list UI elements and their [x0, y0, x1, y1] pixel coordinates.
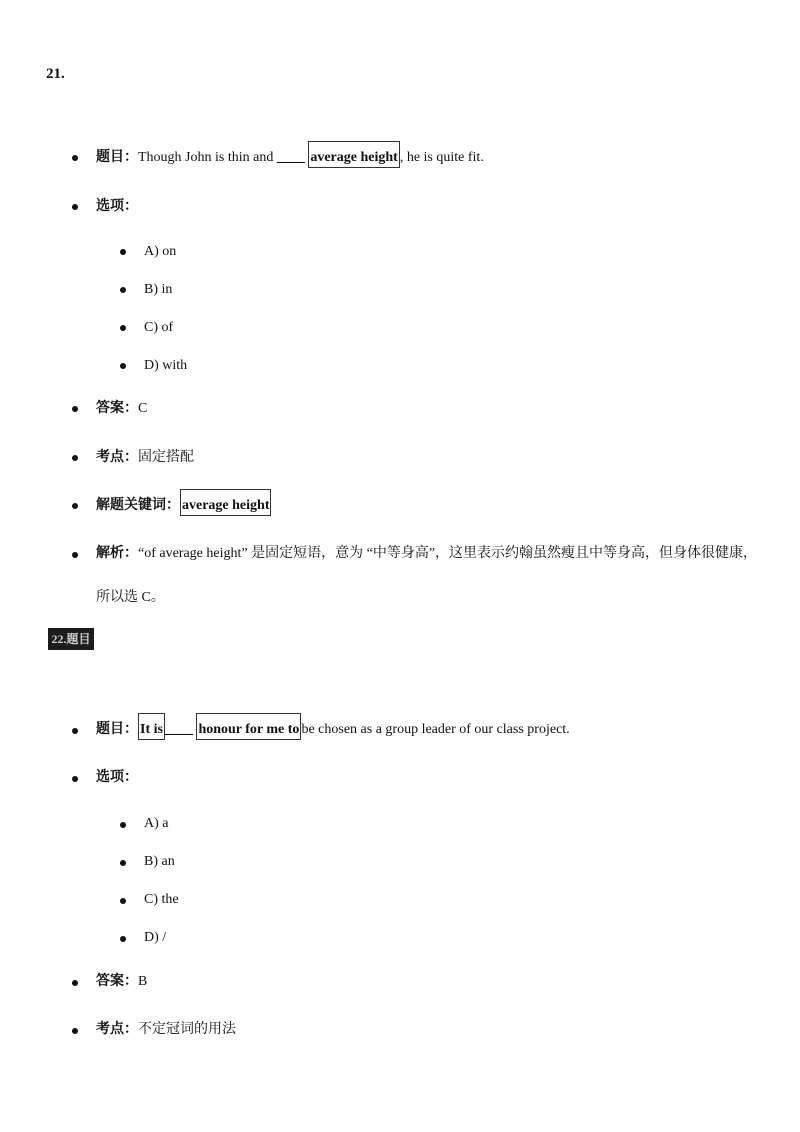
question-number: 21. — [46, 66, 65, 82]
stem-blank: ____ — [276, 150, 305, 165]
stem-blank: ____ — [164, 722, 193, 737]
answer-value: C — [138, 401, 148, 416]
options-heading: 选项： — [96, 770, 138, 785]
explanation-line-2: 所以选 C。 — [96, 590, 165, 605]
stem-text-post: , he is quite fit. — [399, 150, 484, 165]
option-c: C) the — [144, 892, 179, 907]
stem-label: 题目 — [96, 150, 124, 165]
test-point-value: 不定冠词的用法 — [138, 1022, 236, 1037]
bullet — [120, 325, 126, 331]
bullet — [72, 728, 78, 734]
question-22-header: 22.題目 — [48, 628, 94, 650]
answer-value: B — [138, 974, 148, 989]
explanation-text: “of average height” 是固定短语，意为 “中等身高”，这里表示约翰虽然瘦且中等身高，但身体很健康， — [138, 546, 758, 561]
option-b: B) in — [144, 282, 173, 297]
bullet — [120, 249, 126, 255]
question-stem: 题目：Though John is thin and ____ average height , he is quite fit. — [96, 149, 484, 167]
stem-highlight-box: average height — [308, 141, 399, 168]
option-c: C) of — [144, 320, 174, 335]
bullet — [72, 406, 78, 412]
bullet — [72, 776, 78, 782]
keyword-line: 解题关键词： average height — [96, 497, 271, 515]
bullet — [120, 936, 126, 942]
answer-line: 答案：C — [96, 401, 148, 416]
stem-highlight-box: It is — [138, 713, 165, 740]
stem-text-pre: Though John is thin and — [138, 150, 277, 165]
bullet — [72, 503, 78, 509]
bullet — [72, 455, 78, 461]
test-point-line: 考点：固定搭配 — [96, 450, 194, 465]
bullet — [72, 155, 78, 161]
test-point-value: 固定搭配 — [138, 450, 194, 465]
option-a: A) on — [144, 244, 177, 259]
stem-highlight-box: honour for me to — [196, 713, 301, 740]
option-d: D) / — [144, 930, 167, 945]
bullet — [120, 287, 126, 293]
bullet — [72, 980, 78, 986]
bullet — [72, 1028, 78, 1034]
bullet — [120, 860, 126, 866]
options-heading: 选项： — [96, 199, 138, 214]
answer-line: 答案：B — [96, 974, 148, 989]
option-a: A) a — [144, 816, 169, 831]
bullet — [120, 898, 126, 904]
bullet — [72, 552, 78, 558]
bullet — [72, 204, 78, 210]
bullet — [120, 363, 126, 369]
bullet — [120, 822, 126, 828]
stem-text-post: be chosen as a group leader of our class project. — [301, 722, 570, 737]
option-d: D) with — [144, 358, 188, 373]
test-point-line: 考点：不定冠词的用法 — [96, 1022, 236, 1037]
explanation-line-1: 解析：“of average height” 是固定短语，意为 “中等身高”，这里表示约翰虽然瘦且中等身高，但身体很健康， — [96, 546, 758, 561]
keyword-box: average height — [180, 489, 271, 516]
question-stem: 题目： It is ____ honour for me to be chosen as a group leader of our class project. — [96, 721, 570, 739]
option-b: B) an — [144, 854, 175, 869]
